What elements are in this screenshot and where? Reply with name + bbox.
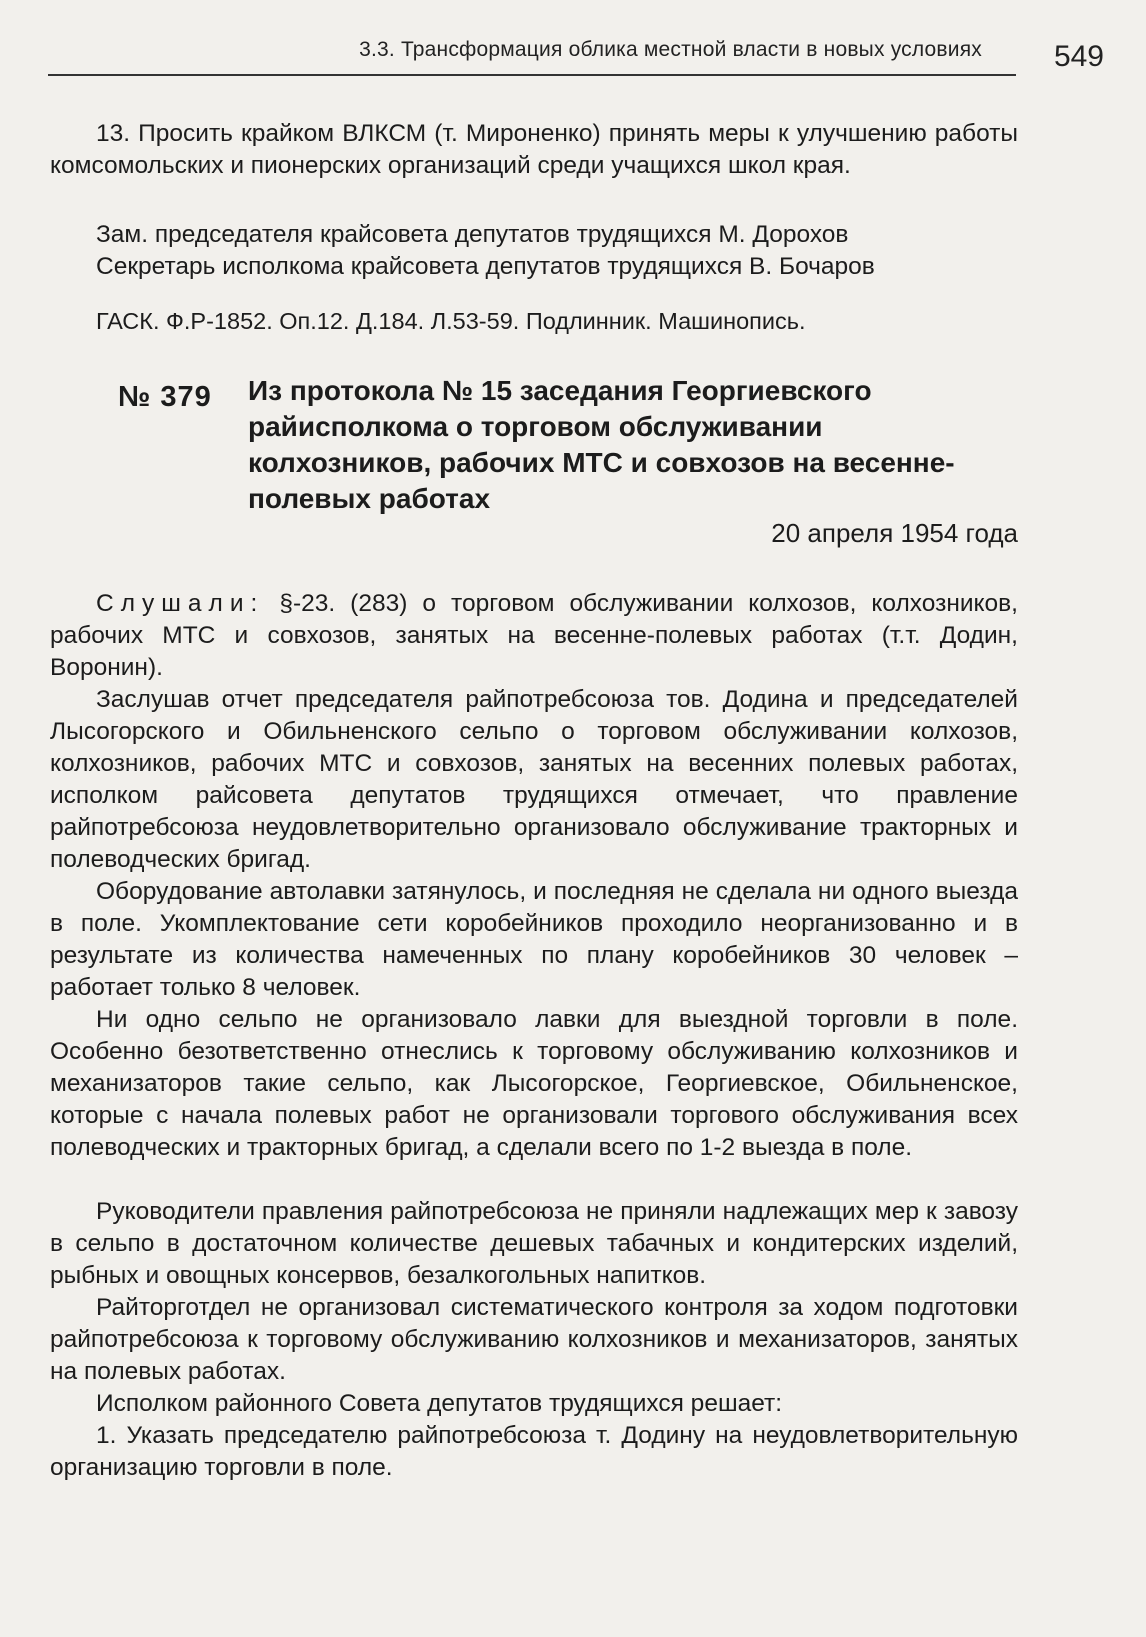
item-13-paragraph: 13. Просить крайком ВЛКСМ (т. Мироненко) принять меры к улучшению работы комсомольских и пионерских организаций среди учащихся школ края.	[50, 120, 1018, 179]
signature-secretary: Секретарь исполкома крайсовета депутатов трудящихся В. Бочаров	[96, 253, 875, 280]
paragraph-autoshop: Оборудование автолавки затянулось, и последняя не сделала ни одного выезда в поле. Укомплектование сети коробейников проходило неорганизованно и в результате из количества намеченных по плану коробейников 30 человек – работает только 8 человек.	[50, 878, 1018, 1001]
paragraph-supply: Руководители правления райпотребсоюза не приняли надлежащих мер к завозу в сельпо в достаточном количестве дешевых табачных и кондитерских изделий, рыбных и овощных консервов, безалкогольных напитков.	[50, 1198, 1018, 1289]
resolves-line: Исполком районного Совета депутатов трудящихся решает:	[96, 1390, 783, 1417]
paragraph-control: Райторготдел не организовал систематического контроля за ходом подготовки райпотребсоюза к торговому обслуживанию колхозников и механизаторов, занятых на полевых работах.	[50, 1294, 1018, 1385]
document-number: № 379	[118, 381, 212, 413]
page-number: 549	[1053, 40, 1104, 73]
heard-paragraph	[50, 588, 1018, 684]
document-title: Из протокола № 15 заседания Георгиевского райисполкома о торговом обслуживании колхозников, рабочих МТС и совхозов на весенне-полевых работах	[248, 375, 955, 514]
header-rule	[48, 74, 1016, 76]
heard-label: Слушали:	[96, 590, 265, 617]
paragraph-sellpo: Ни одно сельпо не организовало лавки для выездной торговли в поле. Особенно безответственно отнеслись к торговому обслуживанию колхозников и механизаторов такие сельпо, как Лысогорское, Георгиевское, Обильненское, которые с начала полевых работ не организовали торгового обслуживания всех полеводческих и тракторных бригад, а сделали всего по 1-2 выезда в поле.	[50, 1006, 1018, 1161]
paragraph-report: Заслушав отчет председателя райпотребсоюза тов. Додина и председателей Лысогорского и Обильненского сельпо о торговом обслуживании колхозов, колхозников, рабочих МТС и совхозов, занятых на весенних полевых работах, исполком райсовета депутатов трудящихся отмечает, что правление райпотребсоюза неудовлетворительно организовало обслуживание тракторных и полеводческих бригад.	[50, 686, 1018, 873]
resolution-item-1: 1. Указать председателю райпотребсоюза т. Додину на неудовлетворительную организацию торговли в поле.	[50, 1422, 1018, 1481]
heard-text: §-23. (283) о торговом обслуживании колхозов, колхозников, рабочих МТС и совхозов, занятых на весенне-полевых работах (т.т. Додин, Воронин).	[50, 590, 1018, 681]
running-title: 3.3. Трансформация облика местной власти в новых условиях	[359, 38, 982, 61]
archive-reference: ГАСК. Ф.Р-1852. Оп.12. Д.184. Л.53-59. Подлинник. Машинопись.	[96, 308, 806, 334]
document-date: 20 апреля 1954 года	[771, 518, 1018, 548]
running-head	[48, 32, 1110, 76]
signature-deputy-chairman: Зам. председателя крайсовета депутатов трудящихся М. Дорохов	[96, 221, 849, 248]
